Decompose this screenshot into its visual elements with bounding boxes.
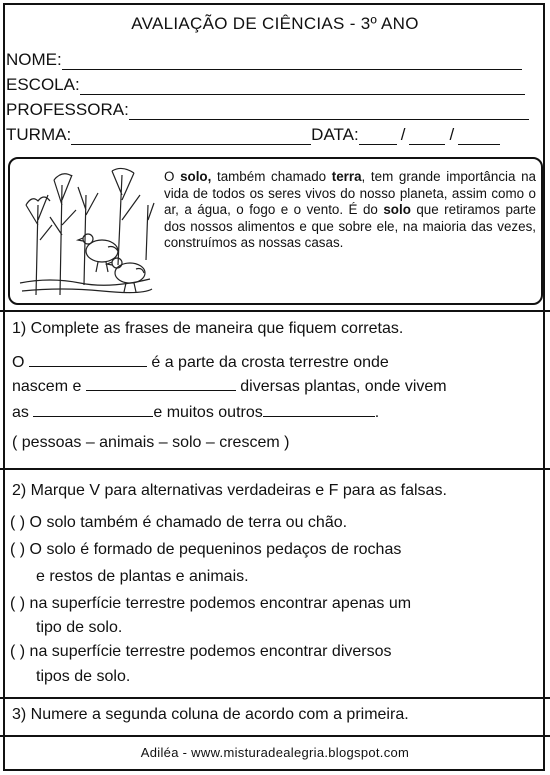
teacher-line <box>129 101 529 120</box>
name-line <box>62 51 522 70</box>
question-2-item-continued: e restos de plantas e animais. <box>36 568 249 585</box>
answer-blank[interactable] <box>29 352 147 367</box>
intro-keyword-solo: solo, <box>180 169 212 184</box>
date-month-line[interactable] <box>409 126 445 145</box>
intro-text-part: O <box>164 169 181 184</box>
school-label: ESCOLA: <box>6 75 80 94</box>
q1-text: O <box>12 354 25 371</box>
date-day-line[interactable] <box>359 126 397 145</box>
teacher-label: PROFESSORA: <box>6 100 129 119</box>
q1-text: diversas plantas, onde vivem <box>240 378 447 395</box>
question-2-heading: 2) Marque V para alternativas verdadeiras e F para as falsas. <box>12 482 447 499</box>
intro-text-part: que retiramos parte dos nossos alimentos e que sobre ele, na maioria das vezes, construímos as nossas casas. <box>164 202 536 250</box>
answer-blank[interactable] <box>33 402 153 417</box>
q1-text: as <box>12 404 29 421</box>
page-title: AVALIAÇÃO DE CIÊNCIAS - 3º ANO <box>131 14 419 33</box>
class-label: TURMA: <box>6 125 72 144</box>
date-year-line[interactable] <box>458 126 500 145</box>
school-field[interactable] <box>6 75 525 95</box>
class-line[interactable] <box>71 126 311 145</box>
intro-text-part: também chamado <box>211 169 332 184</box>
footer-credit: Adiléa - www.misturadealegria.blogspot.com <box>140 745 410 760</box>
question-2-item[interactable]: ( ) O solo é formado de pequeninos pedaços de rochas <box>10 541 402 558</box>
divider <box>0 697 550 699</box>
school-line <box>80 76 525 95</box>
question-1-line-3 <box>12 402 379 422</box>
question-1-line-2 <box>12 376 447 396</box>
date-separator: / <box>449 125 455 144</box>
divider <box>0 310 550 312</box>
question-1-heading: 1) Complete as frases de maneira que fiquem corretas. <box>12 320 404 337</box>
intro-keyword-solo: solo <box>383 202 411 217</box>
q1-text: nascem e <box>12 378 82 395</box>
name-label: NOME: <box>6 50 62 69</box>
answer-blank[interactable] <box>86 376 236 391</box>
intro-text-part: , tem grande importância na vida de todos os seres vivos do nosso planeta, assim como o ar, a água, o fogo e o vento. É do <box>164 169 536 217</box>
word-bank: ( pessoas – animais – solo – crescem ) <box>12 434 290 451</box>
divider <box>0 468 550 470</box>
name-field[interactable] <box>6 50 522 70</box>
class-date-row <box>6 125 500 145</box>
intro-box <box>8 157 543 305</box>
question-1-line-1 <box>12 352 389 372</box>
q1-text: e muitos outros <box>153 404 263 421</box>
question-2-item[interactable]: ( ) O solo também é chamado de terra ou chão. <box>10 514 348 531</box>
question-3-heading: 3) Numere a segunda coluna de acordo com a primeira. <box>12 706 409 723</box>
date-separator: / <box>400 125 406 144</box>
q1-text: . <box>374 404 380 421</box>
answer-blank[interactable] <box>263 402 375 417</box>
farm-scene-illustration <box>18 165 156 299</box>
intro-keyword-terra: terra <box>331 169 362 184</box>
q1-text: é a parte da crosta terrestre onde <box>151 354 389 371</box>
teacher-field[interactable] <box>6 100 529 120</box>
question-2-item[interactable]: ( ) na superfície terrestre podemos encontrar apenas um <box>10 595 412 612</box>
question-2-item-continued: tipo de solo. <box>36 619 123 636</box>
question-2-item[interactable]: ( ) na superfície terrestre podemos encontrar diversos <box>10 643 392 660</box>
divider <box>0 735 550 737</box>
date-label: DATA: <box>311 125 359 144</box>
question-2-item-continued: tipos de solo. <box>36 668 131 685</box>
intro-paragraph <box>164 169 536 252</box>
